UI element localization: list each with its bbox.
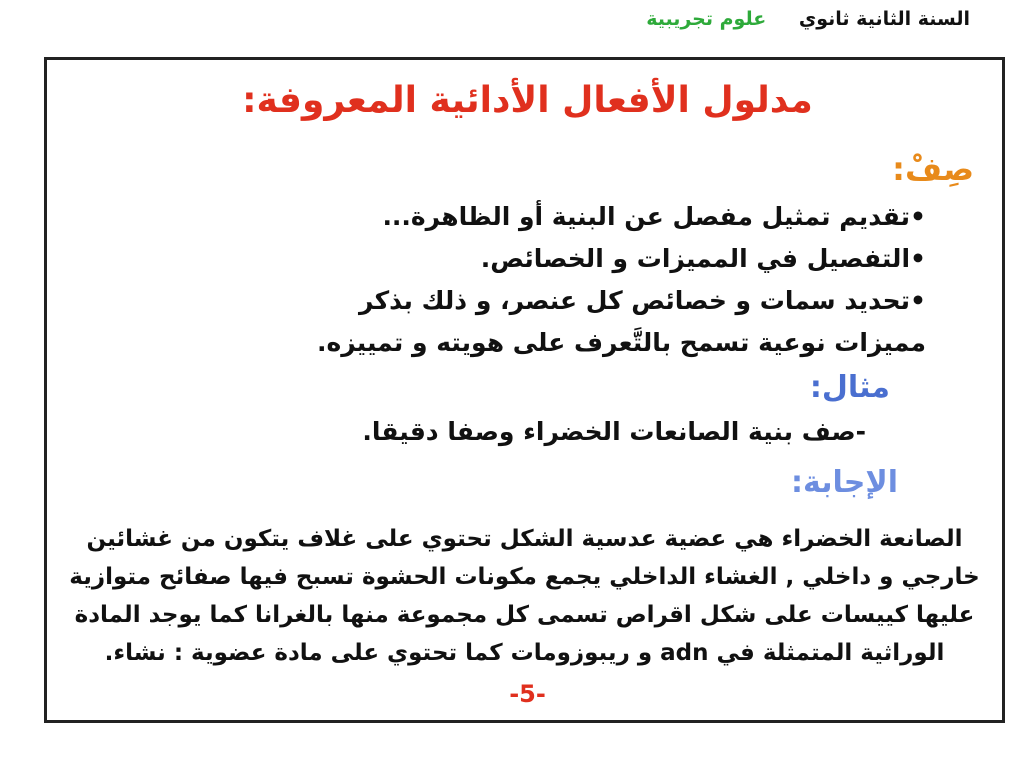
describe-line: •تقديم تمثيل مفصل عن البنية أو الظاهرة... [382, 202, 926, 231]
describe-line: مميزات نوعية تسمح بالتَّعرف على هويته و تمييزه. [316, 328, 926, 357]
answer-line: خارجي و داخلي , الغشاء الداخلي يجمع مكونات الحشوة تسبح فيها صفائح متوازية [69, 564, 980, 590]
example-question: -صف بنية الصانعات الخضراء وصفا دقيقا. [362, 417, 866, 446]
answer-line: الصانعة الخضراء هي عضية عدسية الشكل تحتوي على غلاف يتكون من غشائين [86, 526, 963, 552]
document-header [646, 8, 970, 30]
answer-line: عليها كييسات على شكل اقراص تسمى كل مجموعة منها بالغرانا كما يوجد المادة [74, 602, 975, 628]
answer-paragraph [59, 520, 990, 672]
describe-line: •التفصيل في المميزات و الخصائص. [480, 244, 926, 273]
example-heading: مثال: [809, 370, 890, 405]
describe-heading: صِفْ: [892, 150, 974, 188]
describe-line: •تحديد سمات و خصائص كل عنصر، و ذلك بذكر [359, 286, 926, 315]
describe-list [317, 196, 926, 364]
grade-level: السنة الثانية ثانوي [798, 8, 970, 30]
stream-name: علوم تجريبية [646, 8, 767, 30]
page-number: -5- [509, 680, 546, 708]
content-frame [44, 57, 1005, 723]
answer-line: الوراثية المتمثلة في adn و ريبوزومات كما تحتوي على مادة عضوية : نشاء. [104, 640, 945, 666]
answer-heading: الإجابة: [791, 465, 898, 500]
page-title: مدلول الأفعال الأدائية المعروفة: [242, 80, 813, 121]
